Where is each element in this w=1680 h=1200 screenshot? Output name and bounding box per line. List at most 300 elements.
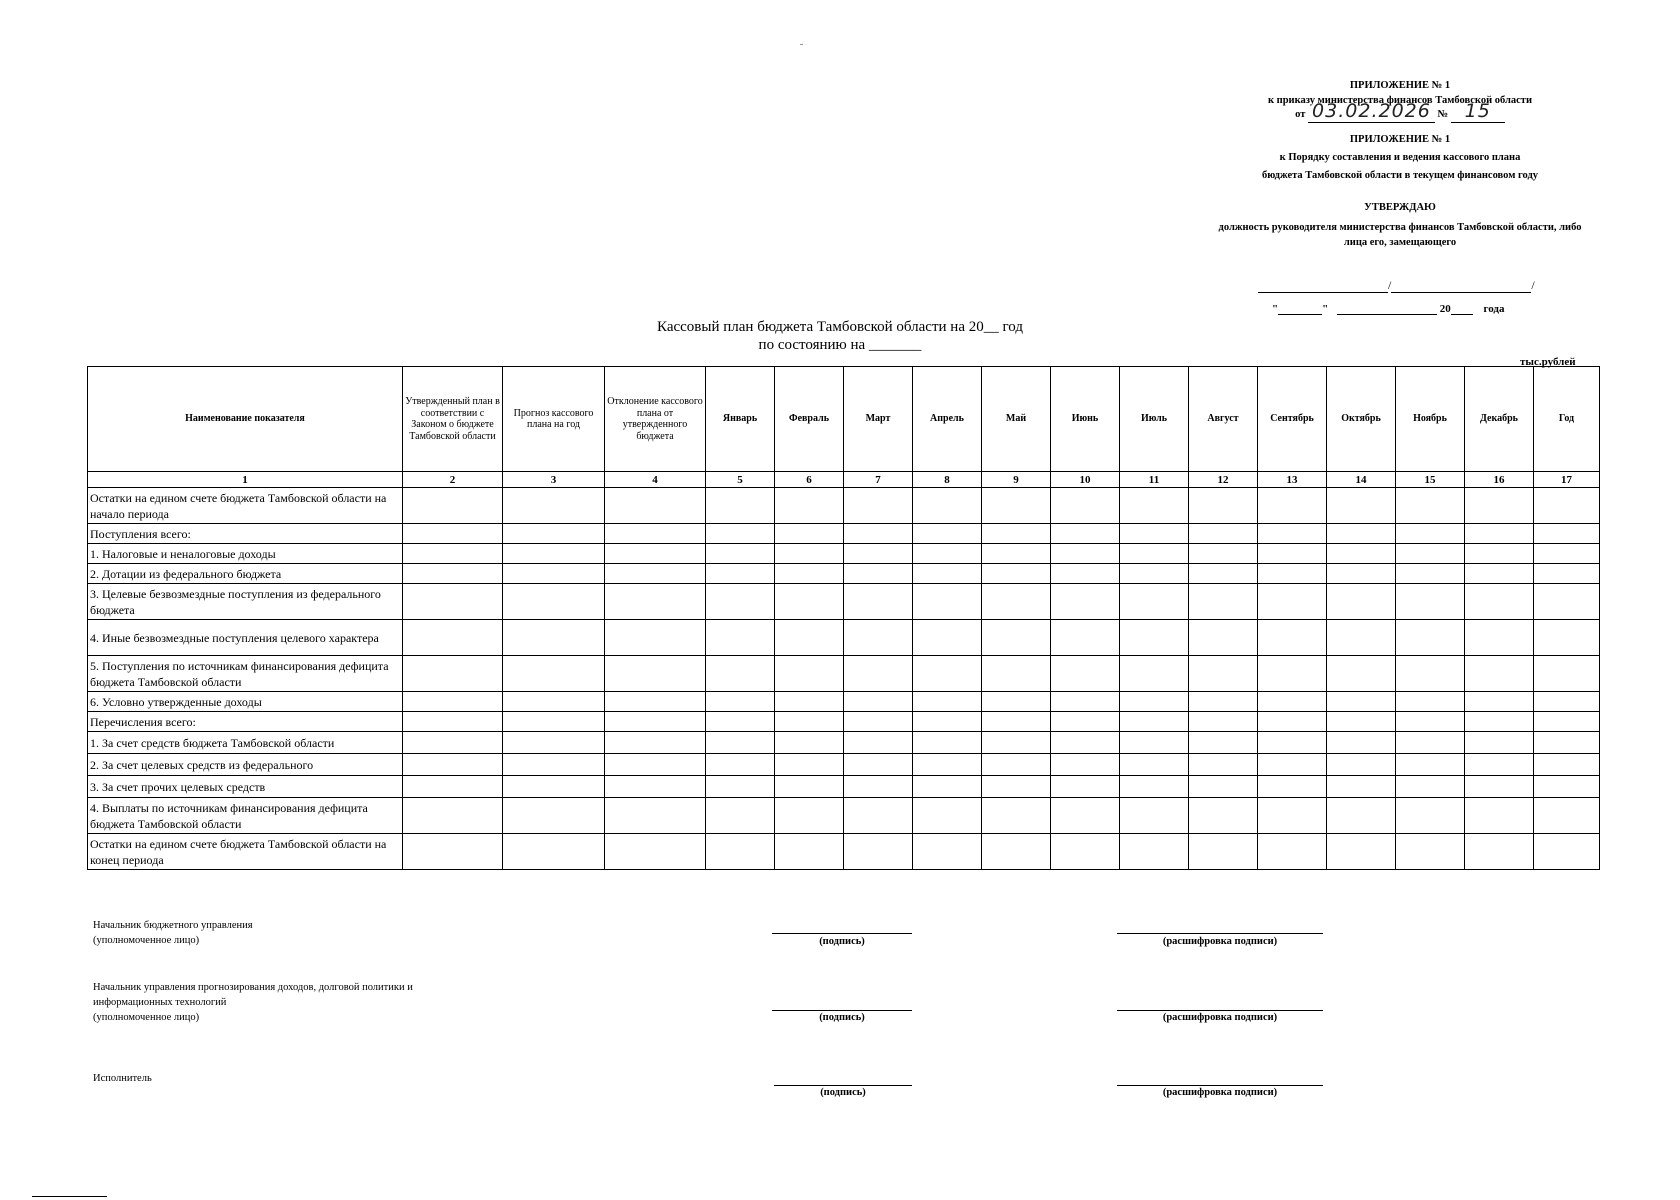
header-month-sep: Сентябрь [1258, 367, 1327, 472]
value-cell[interactable] [844, 754, 913, 776]
executor-decode-label: (расшифровка подписи) [1162, 1087, 1278, 1098]
row-indicator-name: 1. За счет средств бюджета Тамбовской области [88, 732, 403, 754]
value-cell[interactable] [1120, 656, 1189, 692]
value-cell[interactable] [1051, 798, 1120, 834]
value-cell[interactable] [1258, 620, 1327, 656]
value-cell[interactable] [503, 656, 605, 692]
value-cell[interactable] [1120, 798, 1189, 834]
value-cell[interactable] [706, 754, 775, 776]
value-cell[interactable] [1396, 584, 1465, 620]
approve-quote-close: " [1322, 303, 1329, 315]
value-cell[interactable] [844, 732, 913, 754]
value-cell[interactable] [775, 712, 844, 732]
approve-title: УТВЕРЖДАЮ [1364, 202, 1436, 213]
value-cell[interactable] [1534, 584, 1600, 620]
appendix-procedure-title: ПРИЛОЖЕНИЕ № 1 [1349, 134, 1451, 145]
value-cell[interactable] [844, 524, 913, 544]
value-cell[interactable] [1051, 524, 1120, 544]
column-number: 5 [706, 472, 775, 488]
value-cell[interactable] [1396, 656, 1465, 692]
column-number: 2 [403, 472, 503, 488]
value-cell[interactable] [982, 488, 1051, 524]
value-cell[interactable] [1051, 692, 1120, 712]
value-cell[interactable] [982, 620, 1051, 656]
value-cell[interactable] [1189, 584, 1258, 620]
value-cell[interactable] [775, 524, 844, 544]
appendix-order-from: от [1295, 109, 1306, 120]
value-cell[interactable] [1465, 798, 1534, 834]
value-cell[interactable] [982, 692, 1051, 712]
value-cell[interactable] [1189, 798, 1258, 834]
value-cell[interactable] [1327, 732, 1396, 754]
value-cell[interactable] [1051, 732, 1120, 754]
value-cell[interactable] [844, 584, 913, 620]
value-cell[interactable] [1465, 524, 1534, 544]
executor-title: Исполнитель [93, 1073, 152, 1084]
value-cell[interactable] [775, 754, 844, 776]
value-cell[interactable] [1120, 834, 1189, 870]
value-cell[interactable] [982, 584, 1051, 620]
appendix-procedure-block [1180, 132, 1620, 183]
approve-year-suffix: года [1483, 303, 1505, 315]
value-cell[interactable] [1396, 712, 1465, 732]
value-cell[interactable] [403, 488, 503, 524]
value-cell[interactable] [1465, 712, 1534, 732]
value-cell[interactable] [1120, 692, 1189, 712]
appendix-order-title: ПРИЛОЖЕНИЕ № 1 [1349, 80, 1451, 91]
value-cell[interactable] [913, 798, 982, 834]
value-cell[interactable] [913, 488, 982, 524]
value-cell[interactable] [403, 712, 503, 732]
value-cell[interactable] [1189, 656, 1258, 692]
value-cell[interactable] [844, 776, 913, 798]
value-cell[interactable] [1534, 776, 1600, 798]
value-cell[interactable] [503, 712, 605, 732]
row-indicator-name: 6. Условно утвержденные доходы [88, 692, 403, 712]
value-cell[interactable] [503, 488, 605, 524]
table-row [88, 620, 1600, 656]
value-cell[interactable] [1051, 544, 1120, 564]
value-cell[interactable] [913, 732, 982, 754]
value-cell[interactable] [1534, 620, 1600, 656]
value-cell[interactable] [605, 692, 706, 712]
header-forecast: Прогноз кассового плана на год [503, 367, 605, 472]
value-cell[interactable] [1396, 732, 1465, 754]
value-cell[interactable] [1189, 692, 1258, 712]
value-cell[interactable] [1120, 584, 1189, 620]
value-cell[interactable] [1258, 776, 1327, 798]
value-cell[interactable] [1258, 488, 1327, 524]
budget-head-title: Начальник бюджетного управления [93, 920, 253, 931]
header-deviation: Отклонение кассового плана от утвержденного бюджета [605, 367, 706, 472]
value-cell[interactable] [1396, 834, 1465, 870]
column-number: 8 [913, 472, 982, 488]
value-cell[interactable] [1534, 544, 1600, 564]
header-month-may: Май [982, 367, 1051, 472]
value-cell[interactable] [403, 544, 503, 564]
value-cell[interactable] [605, 712, 706, 732]
value-cell[interactable] [1534, 798, 1600, 834]
value-cell[interactable] [1258, 656, 1327, 692]
value-cell[interactable] [605, 776, 706, 798]
forecast-sign-label: (подпись) [819, 1012, 865, 1023]
row-indicator-name: 4. Выплаты по источникам финансирования дефицита бюджета Тамбовской области [88, 798, 403, 834]
value-cell[interactable] [605, 754, 706, 776]
value-cell[interactable] [913, 776, 982, 798]
column-number: 11 [1120, 472, 1189, 488]
value-cell[interactable] [1258, 798, 1327, 834]
value-cell[interactable] [403, 834, 503, 870]
value-cell[interactable] [775, 692, 844, 712]
value-cell[interactable] [1396, 754, 1465, 776]
header-approved-plan: Утвержденный план в соответствии с Законом о бюджете Тамбовской области [403, 367, 503, 472]
value-cell[interactable] [503, 524, 605, 544]
value-cell[interactable] [913, 544, 982, 564]
value-cell[interactable] [403, 564, 503, 584]
value-cell[interactable] [1396, 776, 1465, 798]
value-cell[interactable] [1534, 834, 1600, 870]
value-cell[interactable] [503, 834, 605, 870]
value-cell[interactable] [844, 656, 913, 692]
value-cell[interactable] [844, 620, 913, 656]
value-cell[interactable] [982, 776, 1051, 798]
value-cell[interactable] [775, 544, 844, 564]
value-cell[interactable] [1534, 732, 1600, 754]
value-cell[interactable] [1327, 776, 1396, 798]
value-cell[interactable] [403, 776, 503, 798]
value-cell[interactable] [913, 656, 982, 692]
value-cell[interactable] [844, 488, 913, 524]
value-cell[interactable] [1051, 620, 1120, 656]
value-cell[interactable] [403, 524, 503, 544]
column-number: 16 [1465, 472, 1534, 488]
value-cell[interactable] [1120, 776, 1189, 798]
value-cell[interactable] [1465, 544, 1534, 564]
column-number: 13 [1258, 472, 1327, 488]
value-cell[interactable] [706, 488, 775, 524]
value-cell[interactable] [403, 732, 503, 754]
value-cell[interactable] [913, 620, 982, 656]
budget-sign-label: (подпись) [819, 936, 865, 947]
value-cell[interactable] [913, 692, 982, 712]
value-cell[interactable] [1327, 584, 1396, 620]
value-cell[interactable] [1189, 524, 1258, 544]
table-row [88, 524, 1600, 544]
value-cell[interactable] [844, 834, 913, 870]
table-header-row [88, 367, 1600, 472]
value-cell[interactable] [1465, 692, 1534, 712]
value-cell[interactable] [982, 656, 1051, 692]
value-cell[interactable] [1465, 564, 1534, 584]
value-cell[interactable] [1051, 584, 1120, 620]
value-cell[interactable] [844, 798, 913, 834]
value-cell[interactable] [605, 732, 706, 754]
value-cell[interactable] [844, 712, 913, 732]
value-cell[interactable] [503, 754, 605, 776]
table-row [88, 544, 1600, 564]
value-cell[interactable] [1120, 620, 1189, 656]
value-cell[interactable] [913, 834, 982, 870]
value-cell[interactable] [982, 564, 1051, 584]
value-cell[interactable] [706, 564, 775, 584]
value-cell[interactable] [775, 732, 844, 754]
value-cell[interactable] [403, 692, 503, 712]
value-cell[interactable] [605, 834, 706, 870]
value-cell[interactable] [775, 656, 844, 692]
value-cell[interactable] [1534, 488, 1600, 524]
value-cell[interactable] [706, 656, 775, 692]
value-cell[interactable] [706, 776, 775, 798]
row-indicator-name: 4. Иные безвозмездные поступления целевого характера [88, 620, 403, 656]
value-cell[interactable] [1534, 712, 1600, 732]
approve-year-blank [1451, 313, 1473, 315]
header-month-jan: Январь [706, 367, 775, 472]
value-cell[interactable] [1327, 524, 1396, 544]
value-cell[interactable] [1465, 776, 1534, 798]
header-month-apr: Апрель [913, 367, 982, 472]
value-cell[interactable] [1465, 656, 1534, 692]
header-month-nov: Ноябрь [1396, 367, 1465, 472]
value-cell[interactable] [503, 692, 605, 712]
value-cell[interactable] [706, 524, 775, 544]
value-cell[interactable] [1465, 620, 1534, 656]
value-cell[interactable] [1396, 524, 1465, 544]
value-cell[interactable] [775, 798, 844, 834]
document-title-line1: Кассовый план бюджета Тамбовской области на 20__ год [657, 319, 1023, 335]
value-cell[interactable] [1327, 834, 1396, 870]
value-cell[interactable] [605, 524, 706, 544]
value-cell[interactable] [605, 544, 706, 564]
value-cell[interactable] [982, 754, 1051, 776]
value-cell[interactable] [1327, 620, 1396, 656]
value-cell[interactable] [503, 544, 605, 564]
value-cell[interactable] [1534, 692, 1600, 712]
value-cell[interactable] [913, 584, 982, 620]
value-cell[interactable] [706, 544, 775, 564]
value-cell[interactable] [1258, 584, 1327, 620]
value-cell[interactable] [1396, 620, 1465, 656]
value-cell[interactable] [1120, 732, 1189, 754]
row-indicator-name: Остатки на едином счете бюджета Тамбовской области на конец периода [88, 834, 403, 870]
value-cell[interactable] [1189, 564, 1258, 584]
value-cell[interactable] [706, 834, 775, 870]
value-cell[interactable] [1327, 488, 1396, 524]
value-cell[interactable] [1327, 754, 1396, 776]
value-cell[interactable] [1534, 754, 1600, 776]
value-cell[interactable] [1189, 754, 1258, 776]
value-cell[interactable] [403, 656, 503, 692]
value-cell[interactable] [775, 584, 844, 620]
value-cell[interactable] [706, 584, 775, 620]
budget-sign-line [772, 933, 912, 934]
value-cell[interactable] [706, 620, 775, 656]
value-cell[interactable] [1258, 754, 1327, 776]
value-cell[interactable] [1258, 712, 1327, 732]
value-cell[interactable] [1327, 798, 1396, 834]
value-cell[interactable] [1051, 656, 1120, 692]
value-cell[interactable] [1396, 488, 1465, 524]
value-cell[interactable] [982, 524, 1051, 544]
column-number: 12 [1189, 472, 1258, 488]
approve-date-line [1272, 303, 1504, 315]
value-cell[interactable] [1189, 712, 1258, 732]
value-cell[interactable] [1465, 754, 1534, 776]
document-title-line2: по состоянию на _______ [758, 337, 922, 353]
value-cell[interactable] [1327, 564, 1396, 584]
column-number: 15 [1396, 472, 1465, 488]
approve-slash-1: / [1388, 278, 1392, 292]
value-cell[interactable] [1327, 656, 1396, 692]
row-indicator-name: Остатки на едином счете бюджета Тамбовской области на начало периода [88, 488, 403, 524]
value-cell[interactable] [503, 584, 605, 620]
value-cell[interactable] [775, 488, 844, 524]
value-cell[interactable] [1258, 564, 1327, 584]
value-cell[interactable] [775, 834, 844, 870]
value-cell[interactable] [1189, 834, 1258, 870]
value-cell[interactable] [913, 564, 982, 584]
value-cell[interactable] [844, 692, 913, 712]
value-cell[interactable] [1534, 524, 1600, 544]
signature-block-forecast [93, 980, 413, 1025]
value-cell[interactable] [1258, 732, 1327, 754]
column-number: 7 [844, 472, 913, 488]
value-cell[interactable] [1120, 488, 1189, 524]
value-cell[interactable] [982, 834, 1051, 870]
value-cell[interactable] [1465, 584, 1534, 620]
value-cell[interactable] [1189, 732, 1258, 754]
value-cell[interactable] [503, 564, 605, 584]
value-cell[interactable] [1258, 544, 1327, 564]
value-cell[interactable] [1534, 656, 1600, 692]
value-cell[interactable] [1327, 692, 1396, 712]
value-cell[interactable] [1534, 564, 1600, 584]
value-cell[interactable] [1189, 620, 1258, 656]
value-cell[interactable] [1051, 564, 1120, 584]
table-row [88, 834, 1600, 870]
table-row [88, 754, 1600, 776]
value-cell[interactable] [1189, 544, 1258, 564]
value-cell[interactable] [403, 798, 503, 834]
value-cell[interactable] [775, 620, 844, 656]
value-cell[interactable] [1189, 488, 1258, 524]
approve-sign-blank [1258, 291, 1388, 293]
value-cell[interactable] [605, 620, 706, 656]
value-cell[interactable] [1051, 776, 1120, 798]
value-cell[interactable] [403, 584, 503, 620]
column-number: 17 [1534, 472, 1600, 488]
value-cell[interactable] [1051, 754, 1120, 776]
budget-head-role: (уполномоченное лицо) [93, 935, 200, 946]
signature-block-budget [93, 918, 253, 948]
value-cell[interactable] [706, 732, 775, 754]
row-indicator-name: 2. Дотации из федерального бюджета [88, 564, 403, 584]
value-cell[interactable] [1051, 488, 1120, 524]
scan-mark [800, 44, 803, 45]
approve-signature-line [1258, 278, 1535, 293]
value-cell[interactable] [1327, 544, 1396, 564]
value-cell[interactable] [913, 712, 982, 732]
appendix-order-block [1180, 78, 1620, 122]
signature-block-executor [93, 1071, 152, 1086]
value-cell[interactable] [605, 798, 706, 834]
approve-line2: лица его, замещающего [1343, 237, 1457, 248]
value-cell[interactable] [844, 544, 913, 564]
value-cell[interactable] [706, 798, 775, 834]
header-month-aug: Август [1189, 367, 1258, 472]
cash-plan-table [87, 366, 1600, 870]
value-cell[interactable] [1120, 712, 1189, 732]
header-month-dec: Декабрь [1465, 367, 1534, 472]
value-cell[interactable] [982, 732, 1051, 754]
row-indicator-name: 3. Целевые безвозмездные поступления из федерального бюджета [88, 584, 403, 620]
value-cell[interactable] [503, 798, 605, 834]
table-row [88, 798, 1600, 834]
value-cell[interactable] [503, 732, 605, 754]
value-cell[interactable] [1396, 798, 1465, 834]
column-number-row [88, 472, 1600, 488]
value-cell[interactable] [982, 712, 1051, 732]
value-cell[interactable] [1327, 712, 1396, 732]
value-cell[interactable] [1258, 524, 1327, 544]
column-number: 1 [88, 472, 403, 488]
column-number: 14 [1327, 472, 1396, 488]
value-cell[interactable] [1120, 524, 1189, 544]
value-cell[interactable] [503, 776, 605, 798]
row-indicator-name: Поступления всего: [88, 524, 403, 544]
value-cell[interactable] [605, 656, 706, 692]
value-cell[interactable] [1120, 754, 1189, 776]
row-indicator-name: 3. За счет прочих целевых средств [88, 776, 403, 798]
value-cell[interactable] [1258, 834, 1327, 870]
value-cell[interactable] [605, 564, 706, 584]
value-cell[interactable] [1258, 692, 1327, 712]
header-month-mar: Март [844, 367, 913, 472]
approve-block [1170, 200, 1630, 250]
value-cell[interactable] [1396, 544, 1465, 564]
value-cell[interactable] [1396, 692, 1465, 712]
table-row [88, 656, 1600, 692]
value-cell[interactable] [403, 754, 503, 776]
value-cell[interactable] [605, 488, 706, 524]
value-cell[interactable] [706, 692, 775, 712]
value-cell[interactable] [1120, 544, 1189, 564]
value-cell[interactable] [403, 620, 503, 656]
table-row [88, 564, 1600, 584]
value-cell[interactable] [913, 524, 982, 544]
value-cell[interactable] [844, 564, 913, 584]
value-cell[interactable] [1396, 564, 1465, 584]
value-cell[interactable] [605, 584, 706, 620]
value-cell[interactable] [706, 712, 775, 732]
value-cell[interactable] [913, 754, 982, 776]
value-cell[interactable] [1465, 834, 1534, 870]
value-cell[interactable] [1120, 564, 1189, 584]
value-cell[interactable] [503, 620, 605, 656]
value-cell[interactable] [1465, 488, 1534, 524]
row-indicator-name: Перечисления всего: [88, 712, 403, 732]
value-cell[interactable] [982, 544, 1051, 564]
value-cell[interactable] [1051, 712, 1120, 732]
value-cell[interactable] [775, 564, 844, 584]
approve-name-blank [1391, 291, 1531, 293]
value-cell[interactable] [1189, 776, 1258, 798]
table-row [88, 712, 1600, 732]
value-cell[interactable] [1051, 834, 1120, 870]
value-cell[interactable] [775, 776, 844, 798]
value-cell[interactable] [982, 798, 1051, 834]
header-indicator-name: Наименование показателя [88, 367, 403, 472]
value-cell[interactable] [1465, 732, 1534, 754]
